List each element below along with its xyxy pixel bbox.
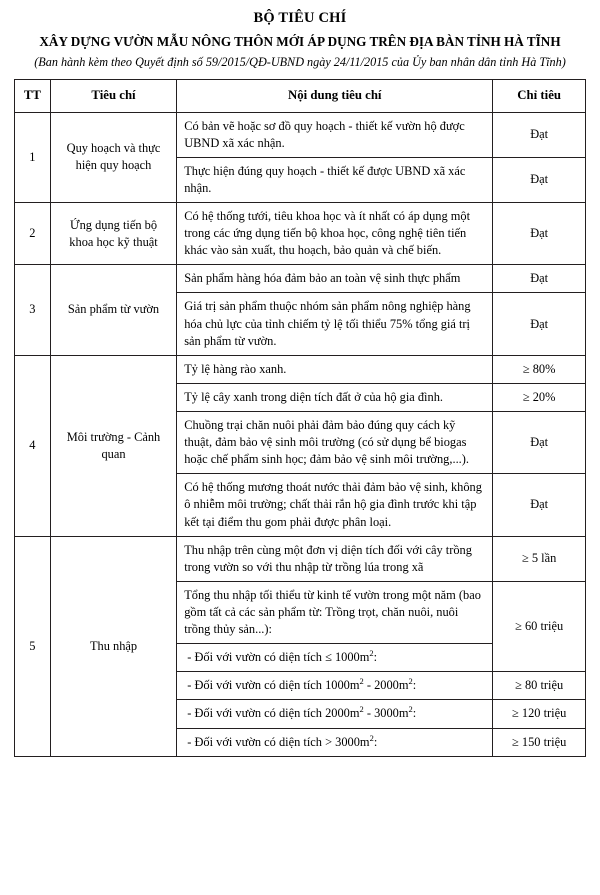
cell-content: Tổng thu nhập tối thiểu từ kinh tế vườn trong một năm (bao gồm tất cả các sản phẩm từ: Trồng trọt, chăn nuôi, nuôi trồng thủy sản...): <box>177 581 493 643</box>
cell-tt: 4 <box>15 355 51 536</box>
cell-target: Đạt <box>493 202 586 264</box>
cell-content: Tỷ lệ hàng rào xanh. <box>177 355 493 383</box>
cell-content-prefix: - Đối với vườn có diện tích ≤ 1000m <box>187 650 370 665</box>
cell-criteria: Quy hoạch và thực hiện quy hoạch <box>50 112 176 202</box>
cell-criteria: Ứng dụng tiến bộ khoa học kỹ thuật <box>50 202 176 264</box>
cell-target: Đạt <box>493 474 586 536</box>
superscript: 2 <box>408 704 413 715</box>
cell-tt: 1 <box>15 112 51 202</box>
cell-tt: 3 <box>15 265 51 355</box>
cell-content-suffix: : <box>373 734 378 749</box>
cell-target: ≥ 5 lần <box>493 536 586 581</box>
column-header-target: Chỉ tiêu <box>493 79 586 112</box>
cell-content: Thu nhập trên cùng một đơn vị diện tích đối với cây trồng trong vườn so với thu nhập từ trồng lúa trong xã <box>177 536 493 581</box>
column-header-tt: TT <box>15 79 51 112</box>
table-row <box>15 112 586 157</box>
cell-content <box>177 700 493 728</box>
cell-target: Đạt <box>493 265 586 293</box>
cell-content-suffix: : <box>412 678 417 693</box>
cell-content: Có hệ thống mương thoát nước thải đảm bảo vệ sinh, không ô nhiễm môi trường; chất thải rắn hộ gia đình trước khi tập kết tại điểm thu gom phải được phân loại. <box>177 474 493 536</box>
cell-target: ≥ 120 triệu <box>493 700 586 728</box>
cell-criteria: Sản phẩm từ vườn <box>50 265 176 355</box>
cell-tt: 5 <box>15 536 51 756</box>
cell-target: ≥ 60 triệu <box>493 581 586 671</box>
table-row <box>15 202 586 264</box>
cell-target: ≥ 80 triệu <box>493 672 586 700</box>
cell-target: Đạt <box>493 157 586 202</box>
cell-content-prefix: - Đối với vườn có diện tích 1000m <box>187 678 360 693</box>
superscript: 2 <box>369 732 374 743</box>
cell-content <box>177 728 493 756</box>
page-title: BỘ TIÊU CHÍ <box>253 10 347 26</box>
document-reference: (Ban hành kèm theo Quyết định số 59/2015/QĐ-UBND ngày 24/11/2015 của Ủy ban nhân dân tỉnh Hà Tĩnh) <box>34 54 566 69</box>
cell-content-prefix: - Đối với vườn có diện tích 2000m <box>187 706 360 721</box>
cell-content-mid: - 3000m <box>363 706 409 721</box>
superscript: 2 <box>359 676 364 687</box>
cell-content: Có hệ thống tưới, tiêu khoa học và ít nhất có áp dụng một trong các ứng dụng tiến bộ khoa học, công nghệ tiên tiến khác vào sản xuất, thu hoạch, bảo quản và chế biến. <box>177 202 493 264</box>
cell-content: Tỷ lệ cây xanh trong diện tích đất ở của hộ gia đình. <box>177 383 493 411</box>
cell-target: ≥ 80% <box>493 355 586 383</box>
superscript: 2 <box>408 676 413 687</box>
cell-target: Đạt <box>493 411 586 473</box>
cell-content <box>177 672 493 700</box>
cell-content-suffix: : <box>373 650 378 665</box>
cell-content-mid: - 2000m <box>363 678 409 693</box>
cell-target: Đạt <box>493 293 586 355</box>
cell-target: ≥ 150 triệu <box>493 728 586 756</box>
column-header-criteria: Tiêu chí <box>50 79 176 112</box>
cell-content: Thực hiện đúng quy hoạch - thiết kế được UBND xã xác nhận. <box>177 157 493 202</box>
column-header-content: Nội dung tiêu chí <box>177 79 493 112</box>
page-subtitle: XÂY DỰNG VƯỜN MẪU NÔNG THÔN MỚI ÁP DỤNG TRÊN ĐỊA BÀN TỈNH HÀ TĨNH <box>39 34 561 49</box>
cell-criteria: Môi trường - Cảnh quan <box>50 355 176 536</box>
superscript: 2 <box>369 648 374 659</box>
cell-tt: 2 <box>15 202 51 264</box>
cell-content: Chuồng trại chăn nuôi phải đảm bảo đúng quy cách kỹ thuật, đảm bảo vệ sinh môi trường (có sử dụng bể biogas hoặc chế phẩm sinh học; đảm bảo vệ sinh môi trường,...). <box>177 411 493 473</box>
superscript: 2 <box>359 704 364 715</box>
table-row <box>15 355 586 383</box>
cell-content <box>177 644 493 672</box>
cell-content: Có bản vẽ hoặc sơ đồ quy hoạch - thiết kế vườn hộ được UBND xã xác nhận. <box>177 112 493 157</box>
cell-content-suffix: : <box>412 706 417 721</box>
cell-content: Sản phẩm hàng hóa đảm bảo an toàn vệ sinh thực phẩm <box>177 265 493 293</box>
cell-target: ≥ 20% <box>493 383 586 411</box>
criteria-table <box>14 79 586 757</box>
cell-target: Đạt <box>493 112 586 157</box>
cell-content-prefix: - Đối với vườn có diện tích > 3000m <box>187 734 370 749</box>
table-row <box>15 265 586 293</box>
cell-criteria: Thu nhập <box>50 536 176 756</box>
cell-content: Giá trị sản phẩm thuộc nhóm sản phẩm nông nghiệp hàng hóa chủ lực của tỉnh chiếm tỷ lệ tối thiểu 75% tổng giá trị sản phẩm từ vườn. <box>177 293 493 355</box>
table-header-row <box>15 79 586 112</box>
table-row <box>15 536 586 581</box>
